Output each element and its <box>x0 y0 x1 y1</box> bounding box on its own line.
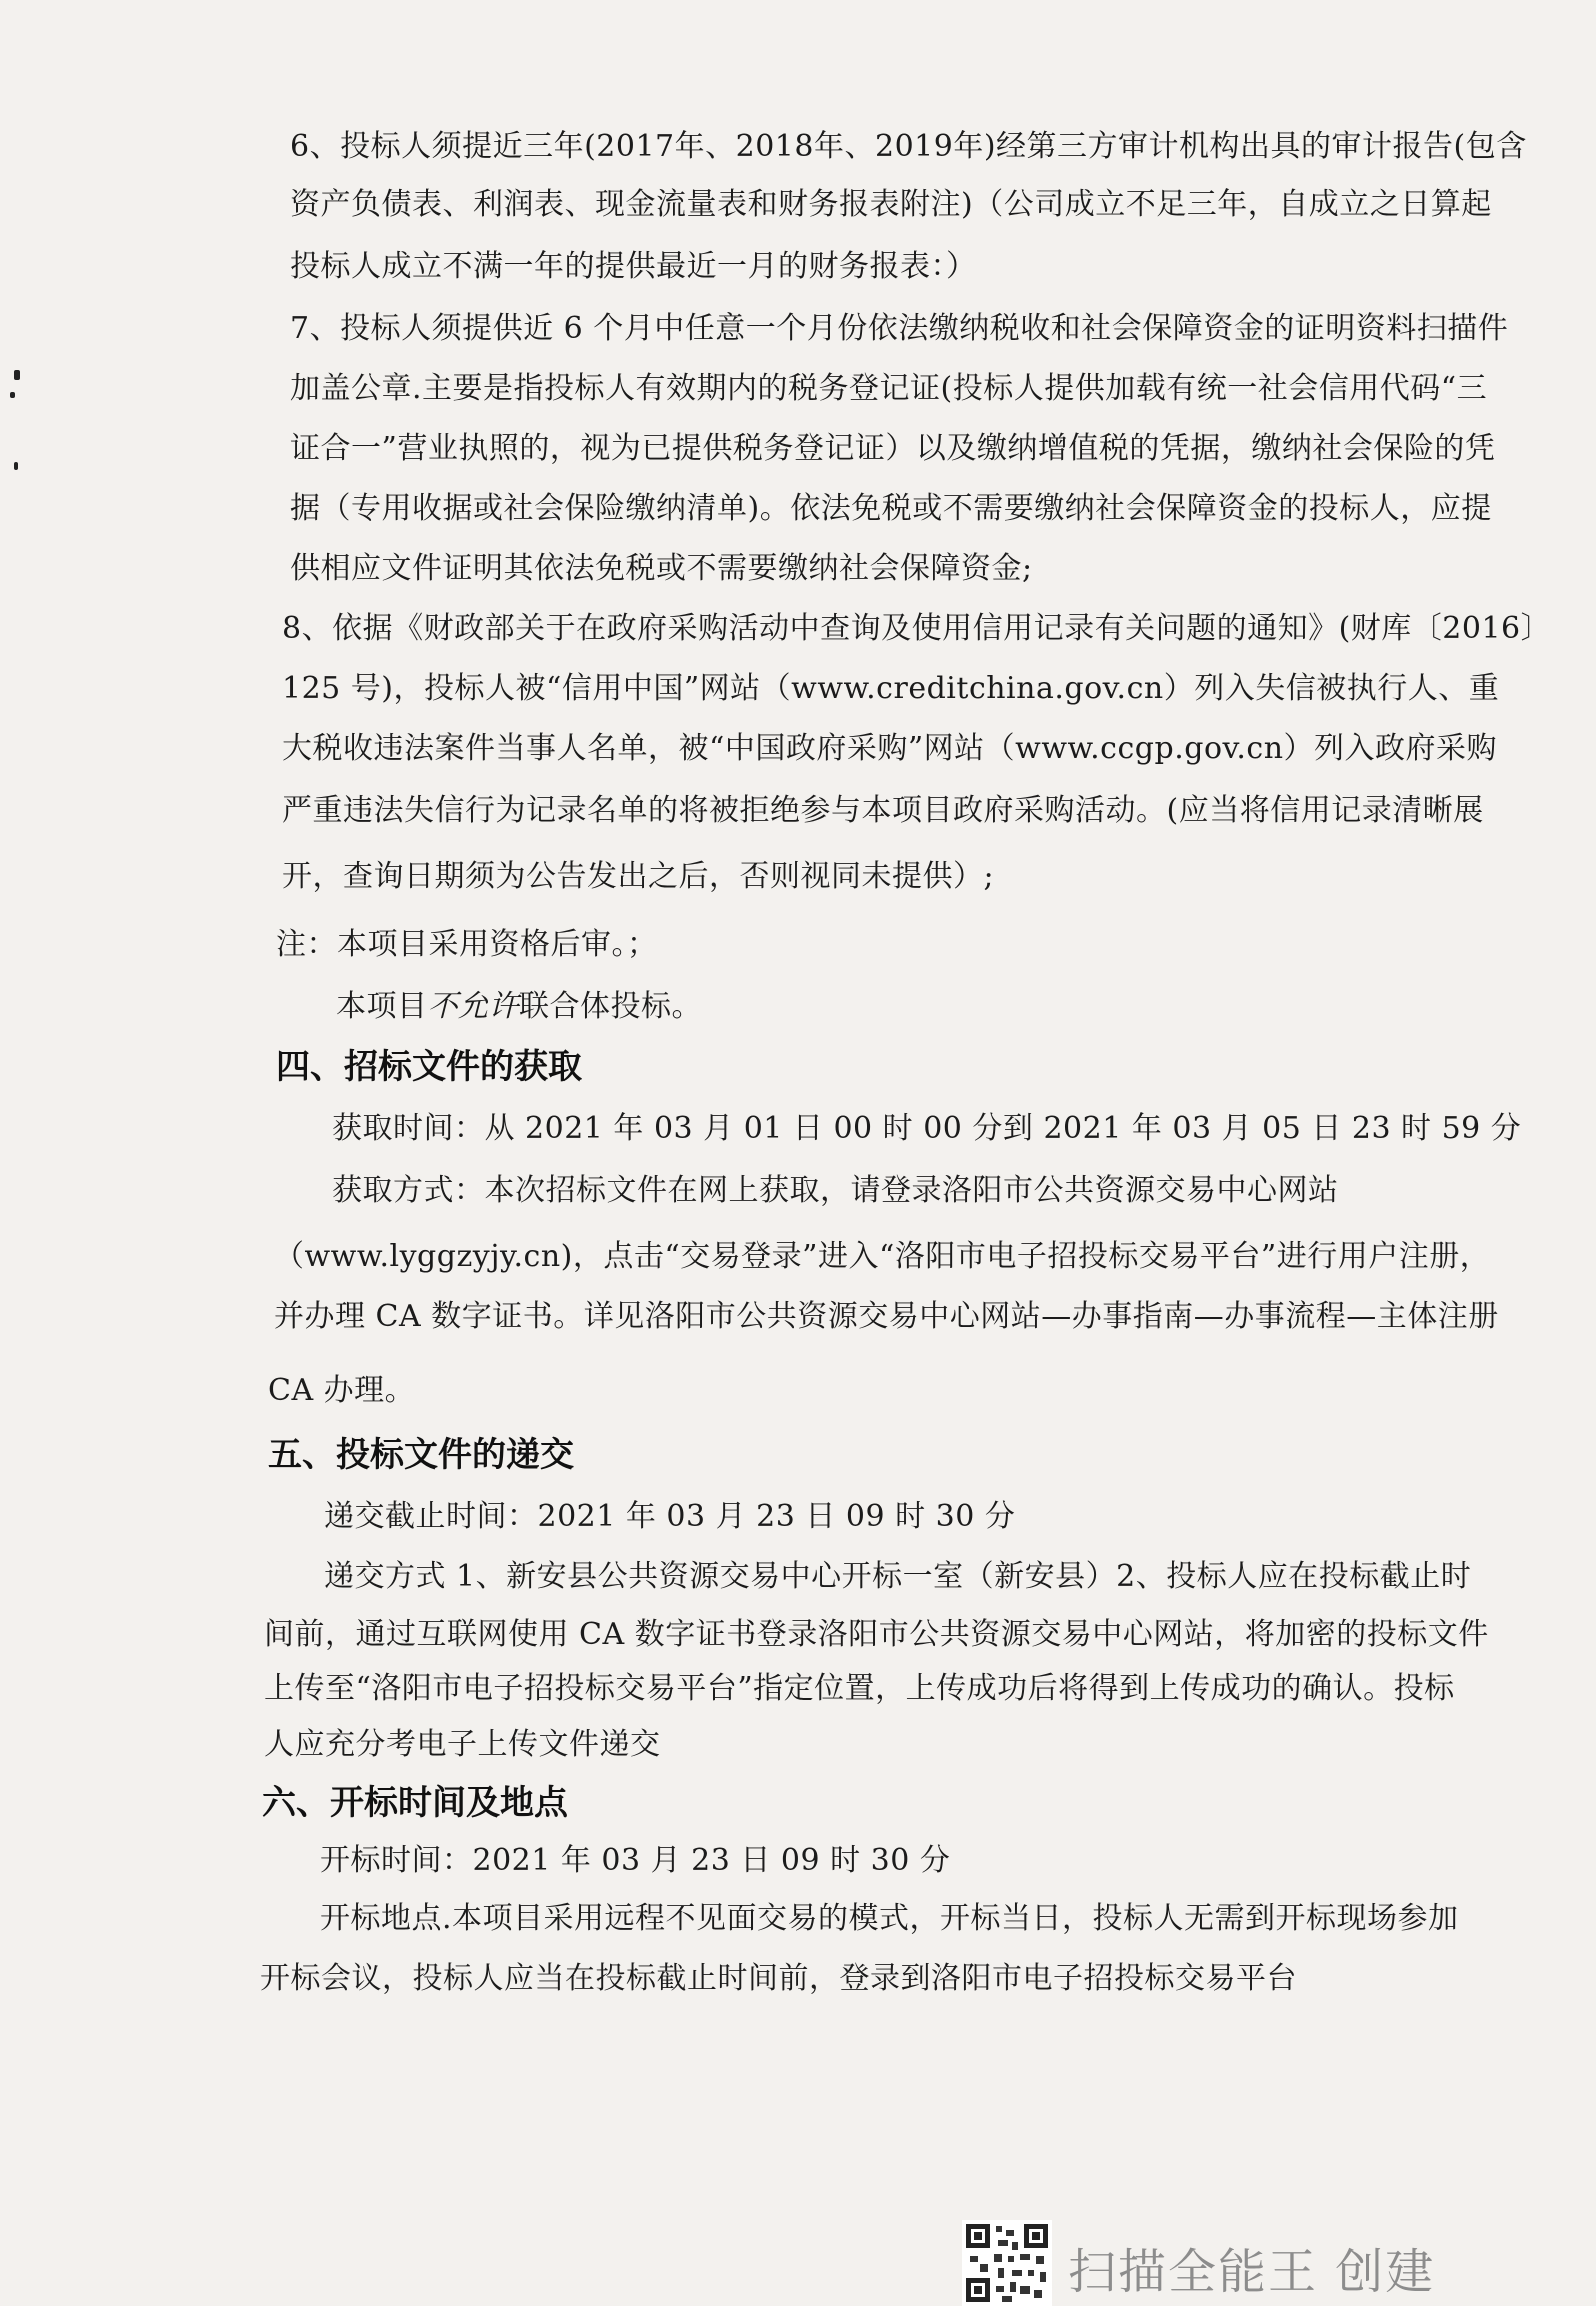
note-line-2 <box>336 986 702 1028</box>
item-8-line-5: 开，查询日期须为公告发出之后，否则视同未提供）; <box>282 859 995 894</box>
section-5-method-1: 递交方式 1、新安县公共资源交易中心开标一室（新安县）2、投标人应在投标截止时 <box>324 1559 1472 1594</box>
margin-speck <box>14 370 20 380</box>
section-4-method-4: CA 办理。 <box>268 1373 416 1408</box>
section-4-method-2: （www.lyggzyjy.cn)，点击“交易登录”进入“洛阳市电子招投标交易平台”进行用户注册， <box>274 1239 1491 1274</box>
item-7-line-1: 7、投标人须提供近 6 个月中任意一个月份依法缴纳税收和社会保障资金的证明资料扫描件 <box>290 311 1509 346</box>
qr-code-icon <box>962 2220 1052 2306</box>
note-line-1: 注：本项目采用资格后审。； <box>276 927 658 962</box>
note-prefix: 本项目 <box>336 989 428 1024</box>
section-4-method-1: 获取方式：本次招标文件在网上获取，请登录洛阳市公共资源交易中心网站 <box>332 1173 1339 1208</box>
section-6-heading: 六、开标时间及地点 <box>262 1783 568 1823</box>
item-8-line-1: 8、依据《财政部关于在政府采购活动中查询及使用信用记录有关问题的通知》(财库〔2016〕 <box>282 611 1552 646</box>
scanner-watermark: 扫描全能王 创建 <box>1068 2244 1436 2300</box>
note-suffix: 联合体投标。 <box>519 989 702 1024</box>
item-8-line-3: 大税收违法案件当事人名单，被“中国政府采购”网站（www.ccgp.gov.cn）列入政府采购 <box>282 731 1498 766</box>
item-6-line-1: 6、投标人须提近三年(2017年、2018年、2019年)经第三方审计机构出具的审计报告(包含 <box>290 129 1527 164</box>
item-7-line-4: 据（专用收据或社会保险缴纳清单)。依法免税或不需要缴纳社会保障资金的投标人，应提 <box>290 491 1492 526</box>
section-4-time: 获取时间：从 2021 年 03 月 01 日 00 时 00 分到 2021 年 03 月 05 日 23 时 59 分 <box>332 1111 1522 1146</box>
item-7-line-3: 证合一”营业执照的，视为已提供税务登记证）以及缴纳增值税的凭据，缴纳社会保险的凭 <box>290 431 1496 466</box>
section-5-method-4: 人应充分考电子上传文件递交 <box>264 1727 661 1762</box>
section-6-place-2: 开标会议，投标人应当在投标截止时间前，登录到洛阳市电子招投标交易平台 <box>260 1961 1297 1996</box>
section-4-heading: 四、招标文件的获取 <box>276 1047 582 1087</box>
item-7-line-5: 供相应文件证明其依法免税或不需要缴纳社会保障资金; <box>290 551 1033 586</box>
margin-speck <box>14 462 18 470</box>
item-6-line-2: 资产负债表、利润表、现金流量表和财务报表附注)（公司成立不足三年，自成立之日算起 <box>290 187 1492 222</box>
item-8-line-2: 125 号)，投标人被“信用中国”网站（www.creditchina.gov.cn）列入失信被执行人、重 <box>282 671 1500 706</box>
section-4-method-3: 并办理 CA 数字证书。详见洛阳市公共资源交易中心网站—办事指南—办事流程—主体注册 <box>274 1299 1499 1334</box>
section-6-time: 开标时间：2021 年 03 月 23 日 09 时 30 分 <box>320 1843 951 1878</box>
note-emphasis: 不允许 <box>427 989 519 1024</box>
section-5-deadline: 递交截止时间：2021 年 03 月 23 日 09 时 30 分 <box>324 1499 1016 1534</box>
section-5-method-2: 间前，通过互联网使用 CA 数字证书登录洛阳市公共资源交易中心网站，将加密的投标文件 <box>264 1617 1489 1652</box>
section-6-place-1: 开标地点.本项目采用远程不见面交易的模式，开标当日，投标人无需到开标现场参加 <box>320 1901 1459 1936</box>
item-6-line-3: 投标人成立不满一年的提供最近一月的财务报表：） <box>290 249 977 284</box>
margin-speck <box>10 392 15 398</box>
item-7-line-2: 加盖公章.主要是指投标人有效期内的税务登记证(投标人提供加载有统一社会信用代码“三 <box>290 371 1488 406</box>
section-5-method-3: 上传至“洛阳市电子招投标交易平台”指定位置，上传成功后将得到上传成功的确认。投标 <box>264 1671 1455 1706</box>
item-8-line-4: 严重违法失信行为记录名单的将被拒绝参与本项目政府采购活动。(应当将信用记录清晰展 <box>282 793 1484 828</box>
section-5-heading: 五、投标文件的递交 <box>268 1435 574 1475</box>
